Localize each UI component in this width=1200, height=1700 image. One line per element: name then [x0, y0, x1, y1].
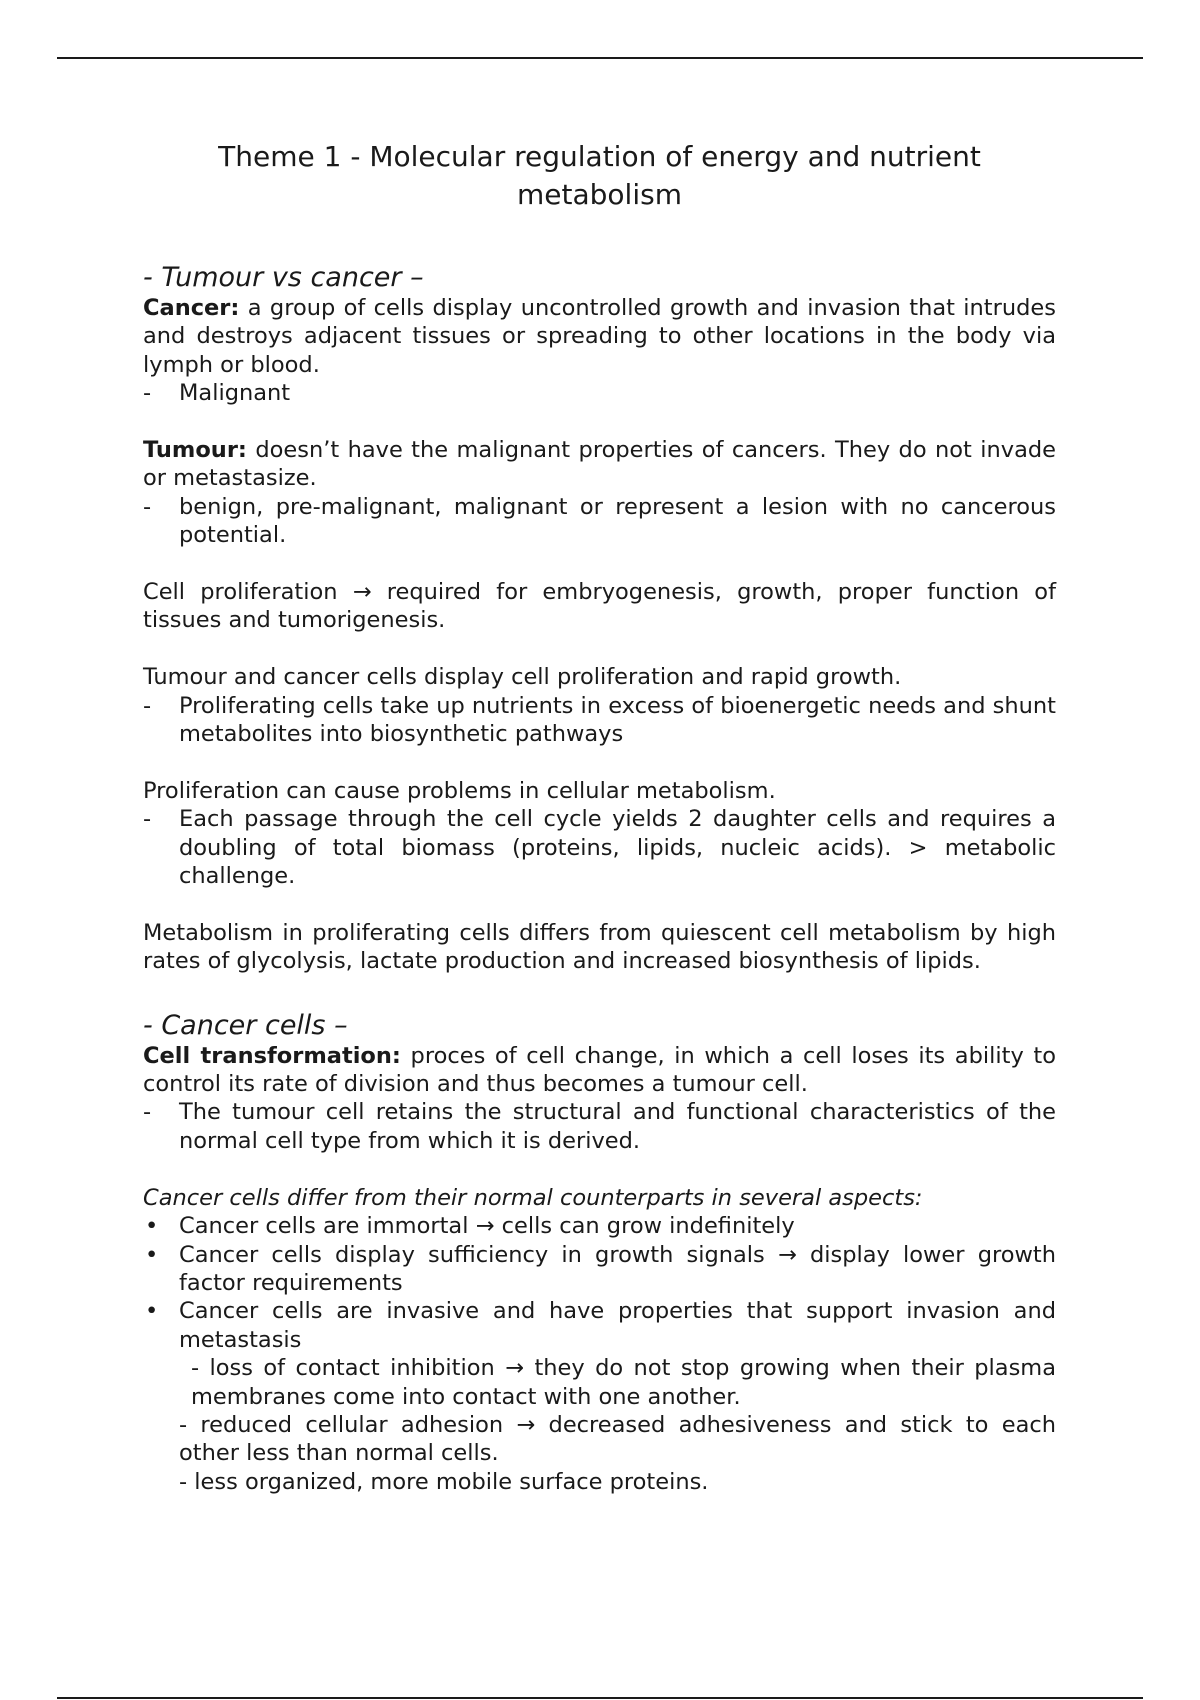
tumour-bullets	[143, 493, 1056, 550]
sub-point: - reduced cellular adhesion → decreased adhesiveness and stick to each other less than normal cells.	[179, 1411, 1056, 1467]
list-item: • Cancer cells are invasive and have properties that support invasion and metastasis - loss of contact inhibition → they do not stop growing when their plasma membranes come into contact with one another. - reduced cellular adhesion → decreased adhesiveness and stick to each other less than normal cells. - less organized, more mobile surface proteins.	[145, 1298, 1056, 1495]
dash-marker: -	[143, 1099, 152, 1126]
document-body	[143, 138, 1056, 1496]
problems-bullets	[143, 805, 1056, 890]
header-rule	[57, 57, 1143, 59]
aspects-list	[143, 1212, 1056, 1496]
list-item: - The tumour cell retains the structural and functional characteristics of the normal cell type from which it is derived.	[143, 1099, 1056, 1154]
cancer-definition-text: a group of cells display uncontrolled growth and invasion that intrudes and destroys adjacent tissues or spreading to other locations in the body via lymph or blood.	[143, 295, 1056, 378]
problems-paragraph: Proliferation can cause problems in cellular metabolism.	[143, 777, 776, 804]
section-heading-cancer-cells: - Cancer cells –	[143, 1009, 348, 1041]
tumour-definition	[143, 436, 1056, 493]
cancer-definition	[143, 294, 1056, 379]
dash-marker: -	[143, 692, 152, 719]
dash-marker: -	[143, 380, 152, 407]
dash-marker: -	[143, 806, 152, 833]
dash-marker: -	[143, 493, 152, 520]
footer-rule	[57, 1697, 1143, 1699]
proliferation-paragraph: Cell proliferation → required for embryogenesis, growth, proper function of tissues and tumorigenesis.	[143, 579, 1056, 634]
bullet-marker: •	[145, 1213, 159, 1240]
list-item: - Malignant	[143, 380, 291, 407]
growth-paragraph: Tumour and cancer cells display cell proliferation and rapid growth.	[143, 664, 902, 691]
list-item: - benign, pre-malignant, malignant or represent a lesion with no cancerous potential.	[143, 493, 1056, 549]
bullet-marker: •	[145, 1241, 159, 1268]
list-item: - Each passage through the cell cycle yields 2 daughter cells and requires a doubling of total biomass (proteins, lipids, nucleic acids). > metabolic challenge.	[143, 806, 1056, 890]
page-title: Theme 1 - Molecular regulation of energy and nutrient metabolism	[218, 140, 981, 211]
transformation-definition-text: proces of cell change, in which a cell loses its ability to control its rate of division and thus becomes a tumour cell.	[143, 1042, 1057, 1098]
section-heading-tumour-vs-cancer: - Tumour vs cancer –	[143, 262, 424, 293]
list-item: • Cancer cells display sufficiency in growth signals → display lower growth factor requirements	[145, 1241, 1056, 1296]
transformation-definition	[143, 1042, 1056, 1099]
list-item: - Proliferating cells take up nutrients in excess of bioenergetic needs and shunt metabolites into biosynthetic pathways	[143, 692, 1056, 748]
metabolism-paragraph: Metabolism in proliferating cells differs from quiescent cell metabolism by high rates of glycolysis, lactate production and increased biosynthesis of lipids.	[143, 919, 1056, 975]
bullet-marker: •	[145, 1298, 159, 1325]
growth-bullets	[143, 692, 1056, 749]
cancer-bullets	[143, 379, 1056, 407]
cancer-term: Cancer:	[143, 295, 240, 321]
transformation-term: Cell transformation:	[143, 1042, 401, 1069]
differ-intro: Cancer cells differ from their normal counterparts in several aspects:	[143, 1184, 923, 1211]
sub-point: - loss of contact inhibition → they do not stop growing when their plasma membranes come into contact with one another.	[191, 1355, 1056, 1410]
tumour-term: Tumour:	[143, 437, 247, 464]
list-item: • Cancer cells are immortal → cells can grow indefinitely	[145, 1213, 795, 1240]
transformation-bullets	[143, 1098, 1056, 1155]
tumour-definition-text: doesn’t have the malignant properties of cancers. They do not invade or metastasize.	[143, 437, 1056, 492]
sub-point: - less organized, more mobile surface proteins.	[179, 1468, 709, 1495]
